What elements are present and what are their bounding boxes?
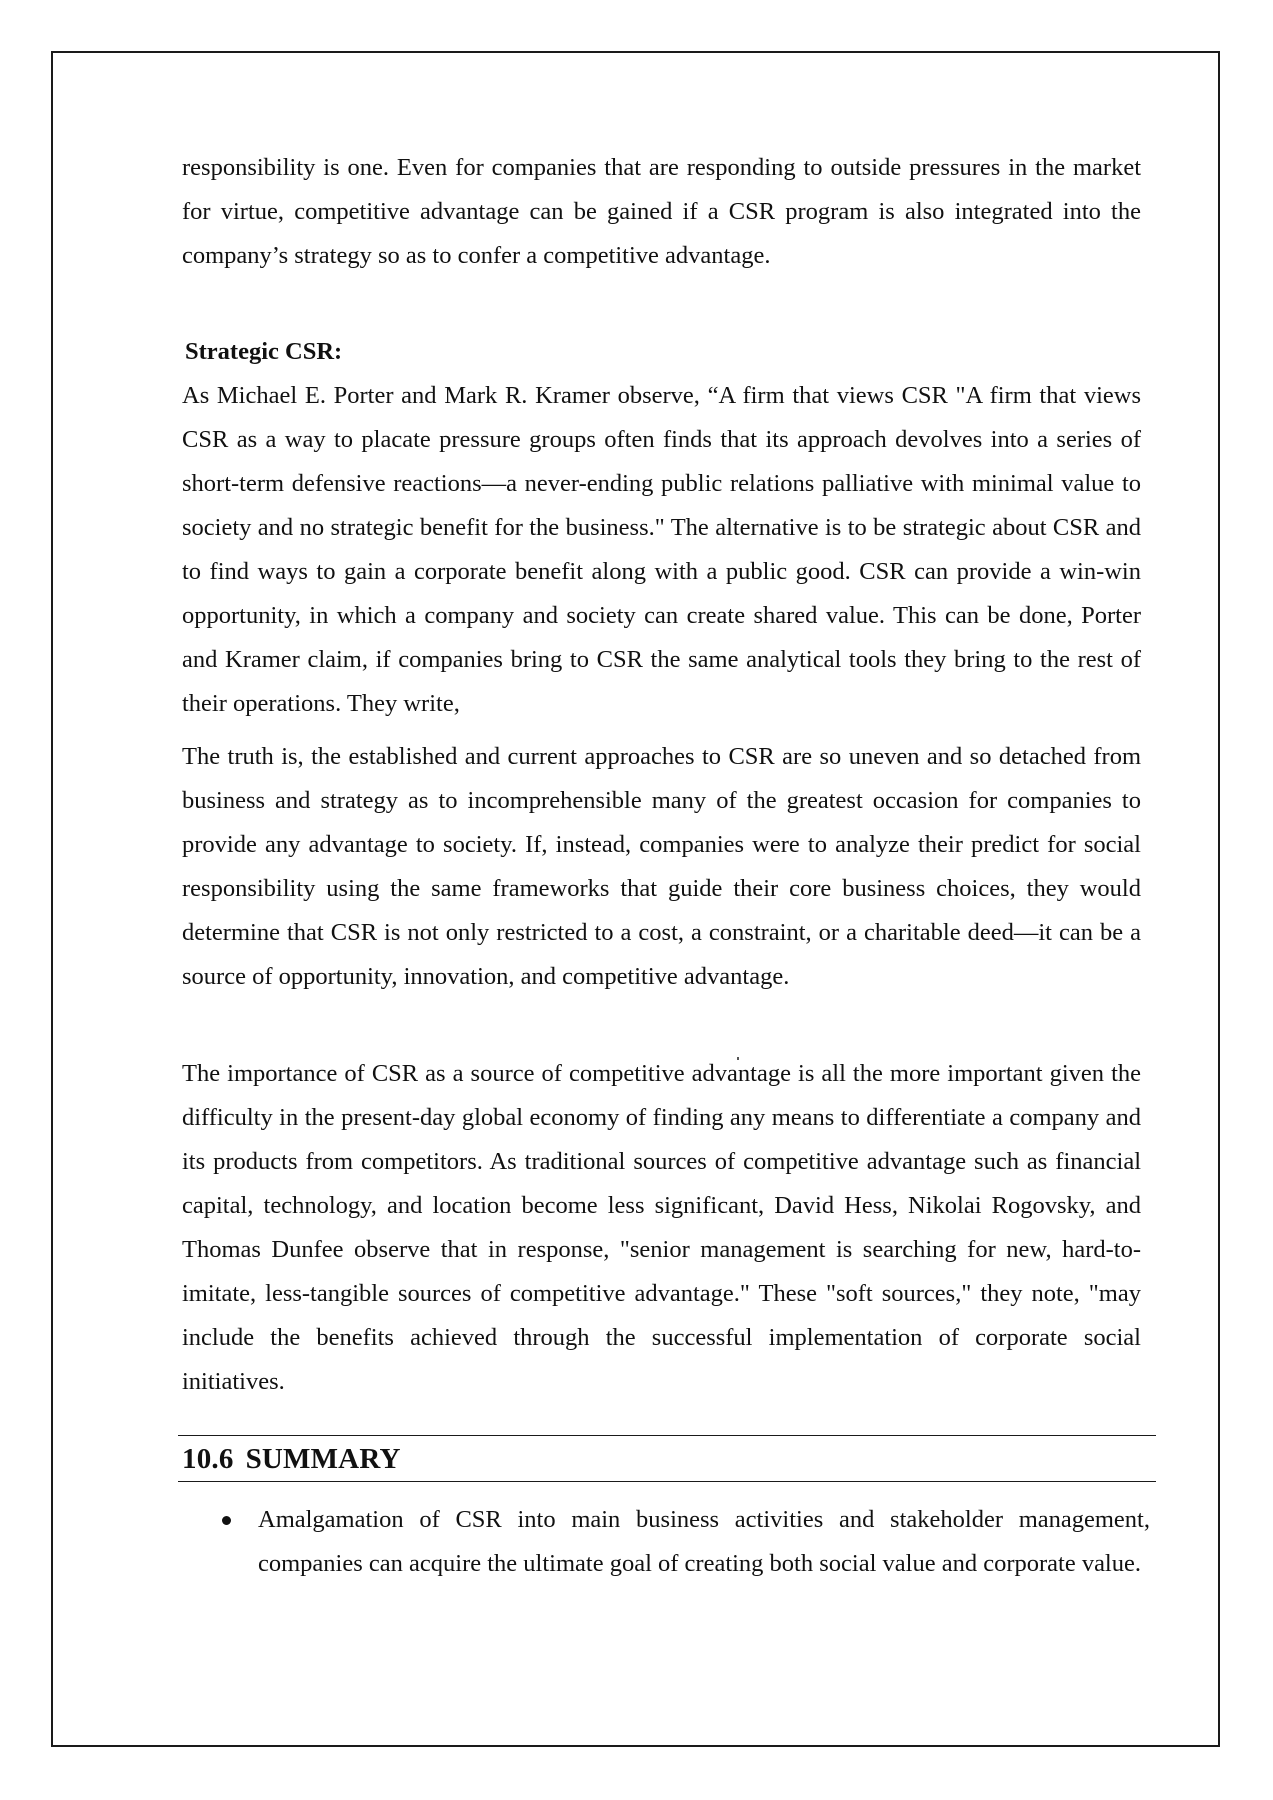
importance-paragraph: The importance of CSR as a source of competitive advantage is all the more important given the difficulty in the present-day global economy of finding any means to differentiate a company and its products from competitors. As traditional sources of competitive advantage such as financial capital, technology, and location become less significant, David Hess, Nikolai Rogovsky, and Thomas Dunfee observe that in response, "senior management is searching for new, hard-to-imitate, less-tangible sources of competitive advantage." These "soft sources," they note, "may include the benefits achieved through the successful implementation of corporate social initiatives. [182, 1060, 1141, 1395]
section-number: 10.6 [182, 1443, 234, 1475]
intro-continuation-paragraph: responsibility is one. Even for companies that are responding to outside pressures in the market for virtue, competitive advantage can be gained if a CSR program is also integrated into the company’s strategy so as to confer a competitive advantage. [182, 154, 1141, 269]
section-bottom-rule [178, 1481, 1156, 1482]
summary-bullet-text: Amalgamation of CSR into main business activities and stakeholder management, companies can acquire the ultimate goal of creating both social value and corporate value. [258, 1506, 1150, 1577]
section-title: SUMMARY [245, 1443, 401, 1475]
summary-bullet-item [182, 1498, 1150, 1586]
porter-kramer-paragraph: As Michael E. Porter and Mark R. Kramer observe, “A firm that views CSR "A firm that views CSR as a way to placate pressure groups often finds that its approach devolves into a series of short-term defensive reactions—a never-ending public relations palliative with minimal value to society and no strategic benefit for the business." The alternative is to be strategic about CSR and to find ways to gain a corporate benefit along with a public good. CSR can provide a win-win opportunity, in which a company and society can create shared value. This can be done, Porter and Kramer claim, if companies bring to CSR the same analytical tools they bring to the rest of their operations. They write, [182, 382, 1141, 717]
bullet-icon [222, 1516, 231, 1525]
summary-section-heading [182, 1439, 401, 1479]
strategic-csr-heading: Strategic CSR: [185, 338, 343, 365]
section-top-rule [178, 1435, 1156, 1436]
summary-bullet-list [182, 1498, 1150, 1586]
truth-quote-paragraph: The truth is, the established and current approaches to CSR are so uneven and so detached from business and strategy as to incomprehensible many of the greatest occasion for companies to provide any advantage to society. If, instead, companies were to analyze their predict for social responsibility using the same frameworks that guide their core business choices, they would determine that CSR is not only restricted to a cost, a constraint, or a charitable deed—it can be a source of opportunity, innovation, and competitive advantage. [182, 743, 1141, 990]
